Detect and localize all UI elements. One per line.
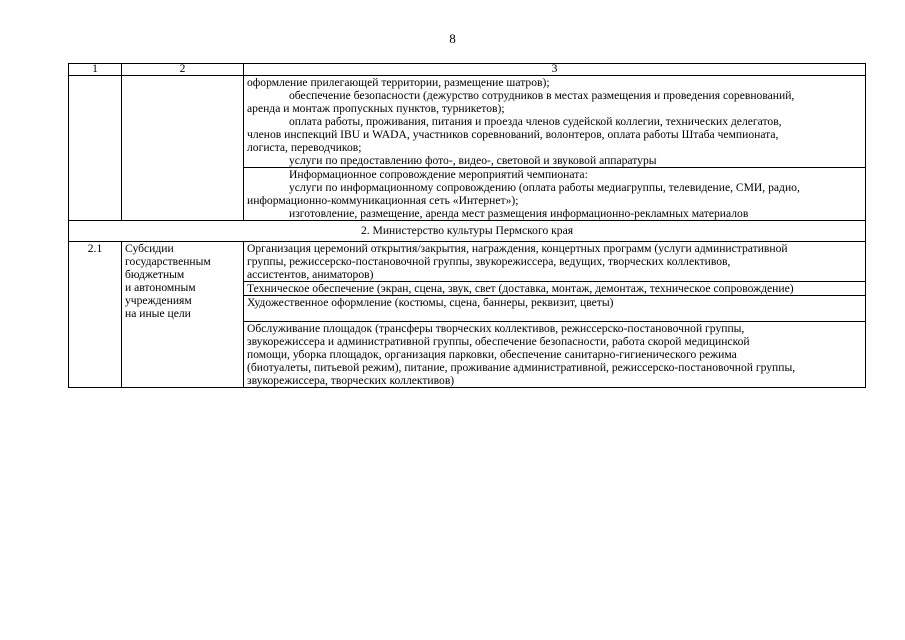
text-line: Обслуживание площадок (трансферы творческих коллективов, режиссерско-постановочной группы, <box>247 322 745 335</box>
text-line: оформление прилегающей территории, размещение шатров); <box>247 76 550 89</box>
item-cell <box>244 322 866 388</box>
subsidy-line: бюджетным <box>125 268 185 281</box>
header-cell: 3 <box>244 64 866 76</box>
item-cell <box>244 282 866 296</box>
continuation-block-2 <box>244 168 866 221</box>
header-cell: 1 <box>69 64 122 76</box>
text-line: группы, режиссерско-постановочной группы, звукорежиссера, ведущих, творческих коллективов, <box>247 255 731 268</box>
subsidy-description <box>122 242 244 388</box>
budget-table <box>68 63 866 388</box>
table-row <box>69 242 866 282</box>
text-line: логиста, переводчиков; <box>247 141 362 154</box>
item-cell <box>244 296 866 322</box>
text-line: звукорежиссера и административной группы, обеспечение безопасности, работа скорой медицинской <box>247 335 750 348</box>
page-number: 8 <box>449 31 456 46</box>
empty-cell <box>69 76 122 221</box>
subsidy-line: государственным <box>125 255 211 268</box>
table-row <box>69 76 866 168</box>
text-line: помощи, уборка площадок, организация парковки, обеспечение санитарно-гигиенического режима <box>247 348 737 361</box>
text-line: членов инспекций IBU и WADA, участников соревнований, волонтеров, оплата работы Штаба чемпионата, <box>247 128 779 141</box>
text-line: Организация церемоний открытия/закрытия, награждения, концертных программ (услуги административной <box>247 242 788 255</box>
empty-cell <box>122 76 244 221</box>
text-line: обеспечение безопасности (дежурство сотрудников в местах размещения и проведения соревнований, <box>289 89 795 102</box>
section-row <box>69 221 866 242</box>
continuation-block-1 <box>244 76 866 168</box>
table-header-row <box>69 64 866 76</box>
subsidy-line: на иные цели <box>125 307 191 320</box>
text-line: аренда и монтаж пропускных пунктов, турникетов); <box>247 102 505 115</box>
text-line: оплата работы, проживания, питания и проезда членов судейской коллегии, технических делегатов, <box>289 115 782 128</box>
text-line: (биотуалеты, питьевой режим), питание, проживание административной, режиссерско-постановочной группы, <box>247 361 796 374</box>
subsidy-line: Субсидии <box>125 242 174 255</box>
text-line: Художественное оформление (костюмы, сцена, баннеры, реквизит, цветы) <box>247 296 614 309</box>
subsidy-line: и автономным <box>125 281 196 294</box>
section-title: 2. Министерство культуры Пермского края <box>69 221 866 242</box>
text-line: ассистентов, аниматоров) <box>247 268 374 281</box>
text-line: изготовление, размещение, аренда мест размещения информационно-рекламных материалов <box>289 207 749 220</box>
header-cell: 2 <box>122 64 244 76</box>
text-line: Техническое обеспечение (экран, сцена, звук, свет (доставка, монтаж, демонтаж, техническое сопровождение) <box>247 282 794 295</box>
text-line: Информационное сопровождение мероприятий чемпионата: <box>289 168 588 181</box>
text-line: информационно-коммуникационная сеть «Интернет»); <box>247 194 519 207</box>
text-line: услуги по предоставлению фото-, видео-, световой и звуковой аппаратуры <box>289 154 657 167</box>
text-line: звукорежиссера, творческих коллективов) <box>247 374 455 387</box>
row-number: 2.1 <box>69 242 122 388</box>
subsidy-line: учреждениям <box>125 294 192 307</box>
item-cell <box>244 242 866 282</box>
text-line: услуги по информационному сопровождению (оплата работы медиагруппы, телевидение, СМИ, радио, <box>289 181 800 194</box>
